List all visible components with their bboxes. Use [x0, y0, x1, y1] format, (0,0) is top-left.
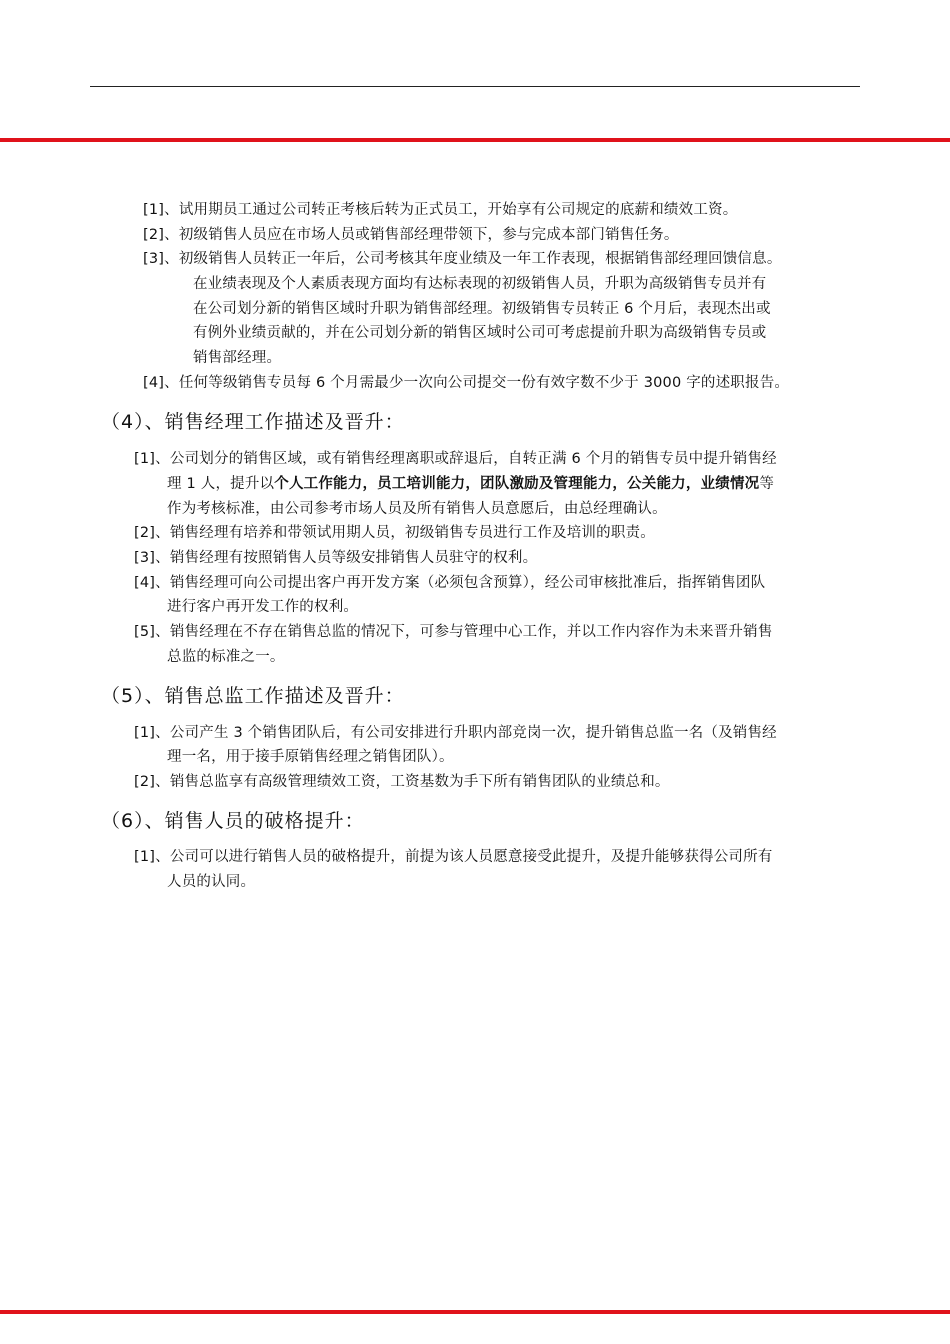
item-text: 理一名，用于接手原销售经理之销售团队）。: [167, 749, 454, 765]
list-item-continuation: [167, 870, 255, 895]
list-item: [134, 845, 773, 870]
item-text: [4]、销售经理可向公司提出客户再开发方案（必须包含预算），经公司审核批准后，指挥销售团队: [134, 575, 766, 591]
item-text-normal: 等: [759, 476, 775, 492]
item-text: [3]、初级销售人员转正一年后，公司考核其年度业绩及一年工作表现，根据销售部经理回馈信息。: [143, 251, 782, 267]
item-text: 在公司划分新的销售区域时升职为销售部经理。初级销售专员转正 6 个月后，表现杰出或: [193, 300, 771, 317]
item-text: 在业绩表现及个人素质表现方面均有达标表现的初级销售人员，升职为高级销售专员并有: [193, 276, 767, 292]
header-red-band: [0, 138, 950, 142]
item-text: 销售部经理。: [193, 349, 282, 366]
list-item-continuation: [167, 595, 358, 620]
item-text: [5]、销售经理在不存在销售总监的情况下，可参与管理中心工作，并以工作内容作为未来晋升销售: [134, 624, 773, 640]
item-text: [1]、公司可以进行销售人员的破格提升，前提为该人员愿意接受此提升，及提升能够获得公司所有: [134, 849, 773, 865]
item-text-bold: 个人工作能力，员工培训能力，团队激励及管理能力，公关能力，业绩情况: [274, 476, 760, 492]
list-item: [134, 521, 655, 546]
item-text: 人员的认同。: [167, 874, 256, 890]
list-item: [143, 223, 679, 248]
item-text-normal: 理 1 人，提升以: [167, 476, 275, 492]
list-item: [134, 447, 777, 472]
item-text: 有例外业绩贡献的，并在公司划分新的销售区域时公司可考虑提前升职为高级销售专员或: [193, 325, 767, 341]
item-text: [1]、试用期员工通过公司转正考核后转为正式员工，开始享有公司规定的底薪和绩效工资。: [143, 202, 738, 218]
list-item: [143, 247, 782, 272]
item-text: 作为考核标准，由公司参考市场人员及所有销售人员意愿后，由总经理确认。: [167, 500, 667, 517]
list-item: [134, 571, 765, 596]
item-text: [167, 472, 774, 497]
item-text: [2]、初级销售人员应在市场人员或销售部经理带领下，参与完成本部门销售任务。: [143, 227, 679, 243]
list-item-continuation: [167, 472, 774, 521]
list-item: [143, 198, 737, 223]
item-text: 总监的标准之一。: [167, 649, 285, 665]
list-item-continuation: [193, 272, 771, 370]
item-text: [3]、销售经理有按照销售人员等级安排销售人员驻守的权利。: [134, 550, 538, 566]
list-item: [134, 546, 537, 571]
section-heading: （6）、销售人员的破格提升：: [101, 810, 365, 832]
list-item: [134, 770, 670, 795]
section-heading: （4）、销售经理工作描述及晋升：: [101, 411, 405, 433]
section-heading: （5）、销售总监工作描述及晋升：: [101, 685, 405, 707]
item-text: [1]、公司划分的销售区域，或有销售经理离职或辞退后，自转正满 6 个月的销售专员中提升销售经: [134, 451, 777, 467]
list-item: [134, 721, 777, 746]
list-item: [143, 371, 789, 396]
list-item-continuation: [167, 745, 454, 770]
item-text: [2]、销售经理有培养和带领试用期人员，初级销售专员进行工作及培训的职责。: [134, 525, 655, 541]
item-text: [2]、销售总监享有高级管理绩效工资，工资基数为手下所有销售团队的业绩总和。: [134, 774, 670, 790]
header-rule: [90, 86, 860, 87]
list-item: [134, 620, 773, 645]
list-item-continuation: [167, 645, 285, 670]
footer-red-band: [0, 1310, 950, 1314]
item-text: [1]、公司产生 3 个销售团队后，有公司安排进行升职内部竞岗一次，提升销售总监一名（及销售经: [134, 725, 777, 741]
item-text: [4]、任何等级销售专员每 6 个月需最少一次向公司提交一份有效字数不少于 3000 字的述职报告。: [143, 375, 790, 391]
item-text: 进行客户再开发工作的权利。: [167, 599, 359, 615]
